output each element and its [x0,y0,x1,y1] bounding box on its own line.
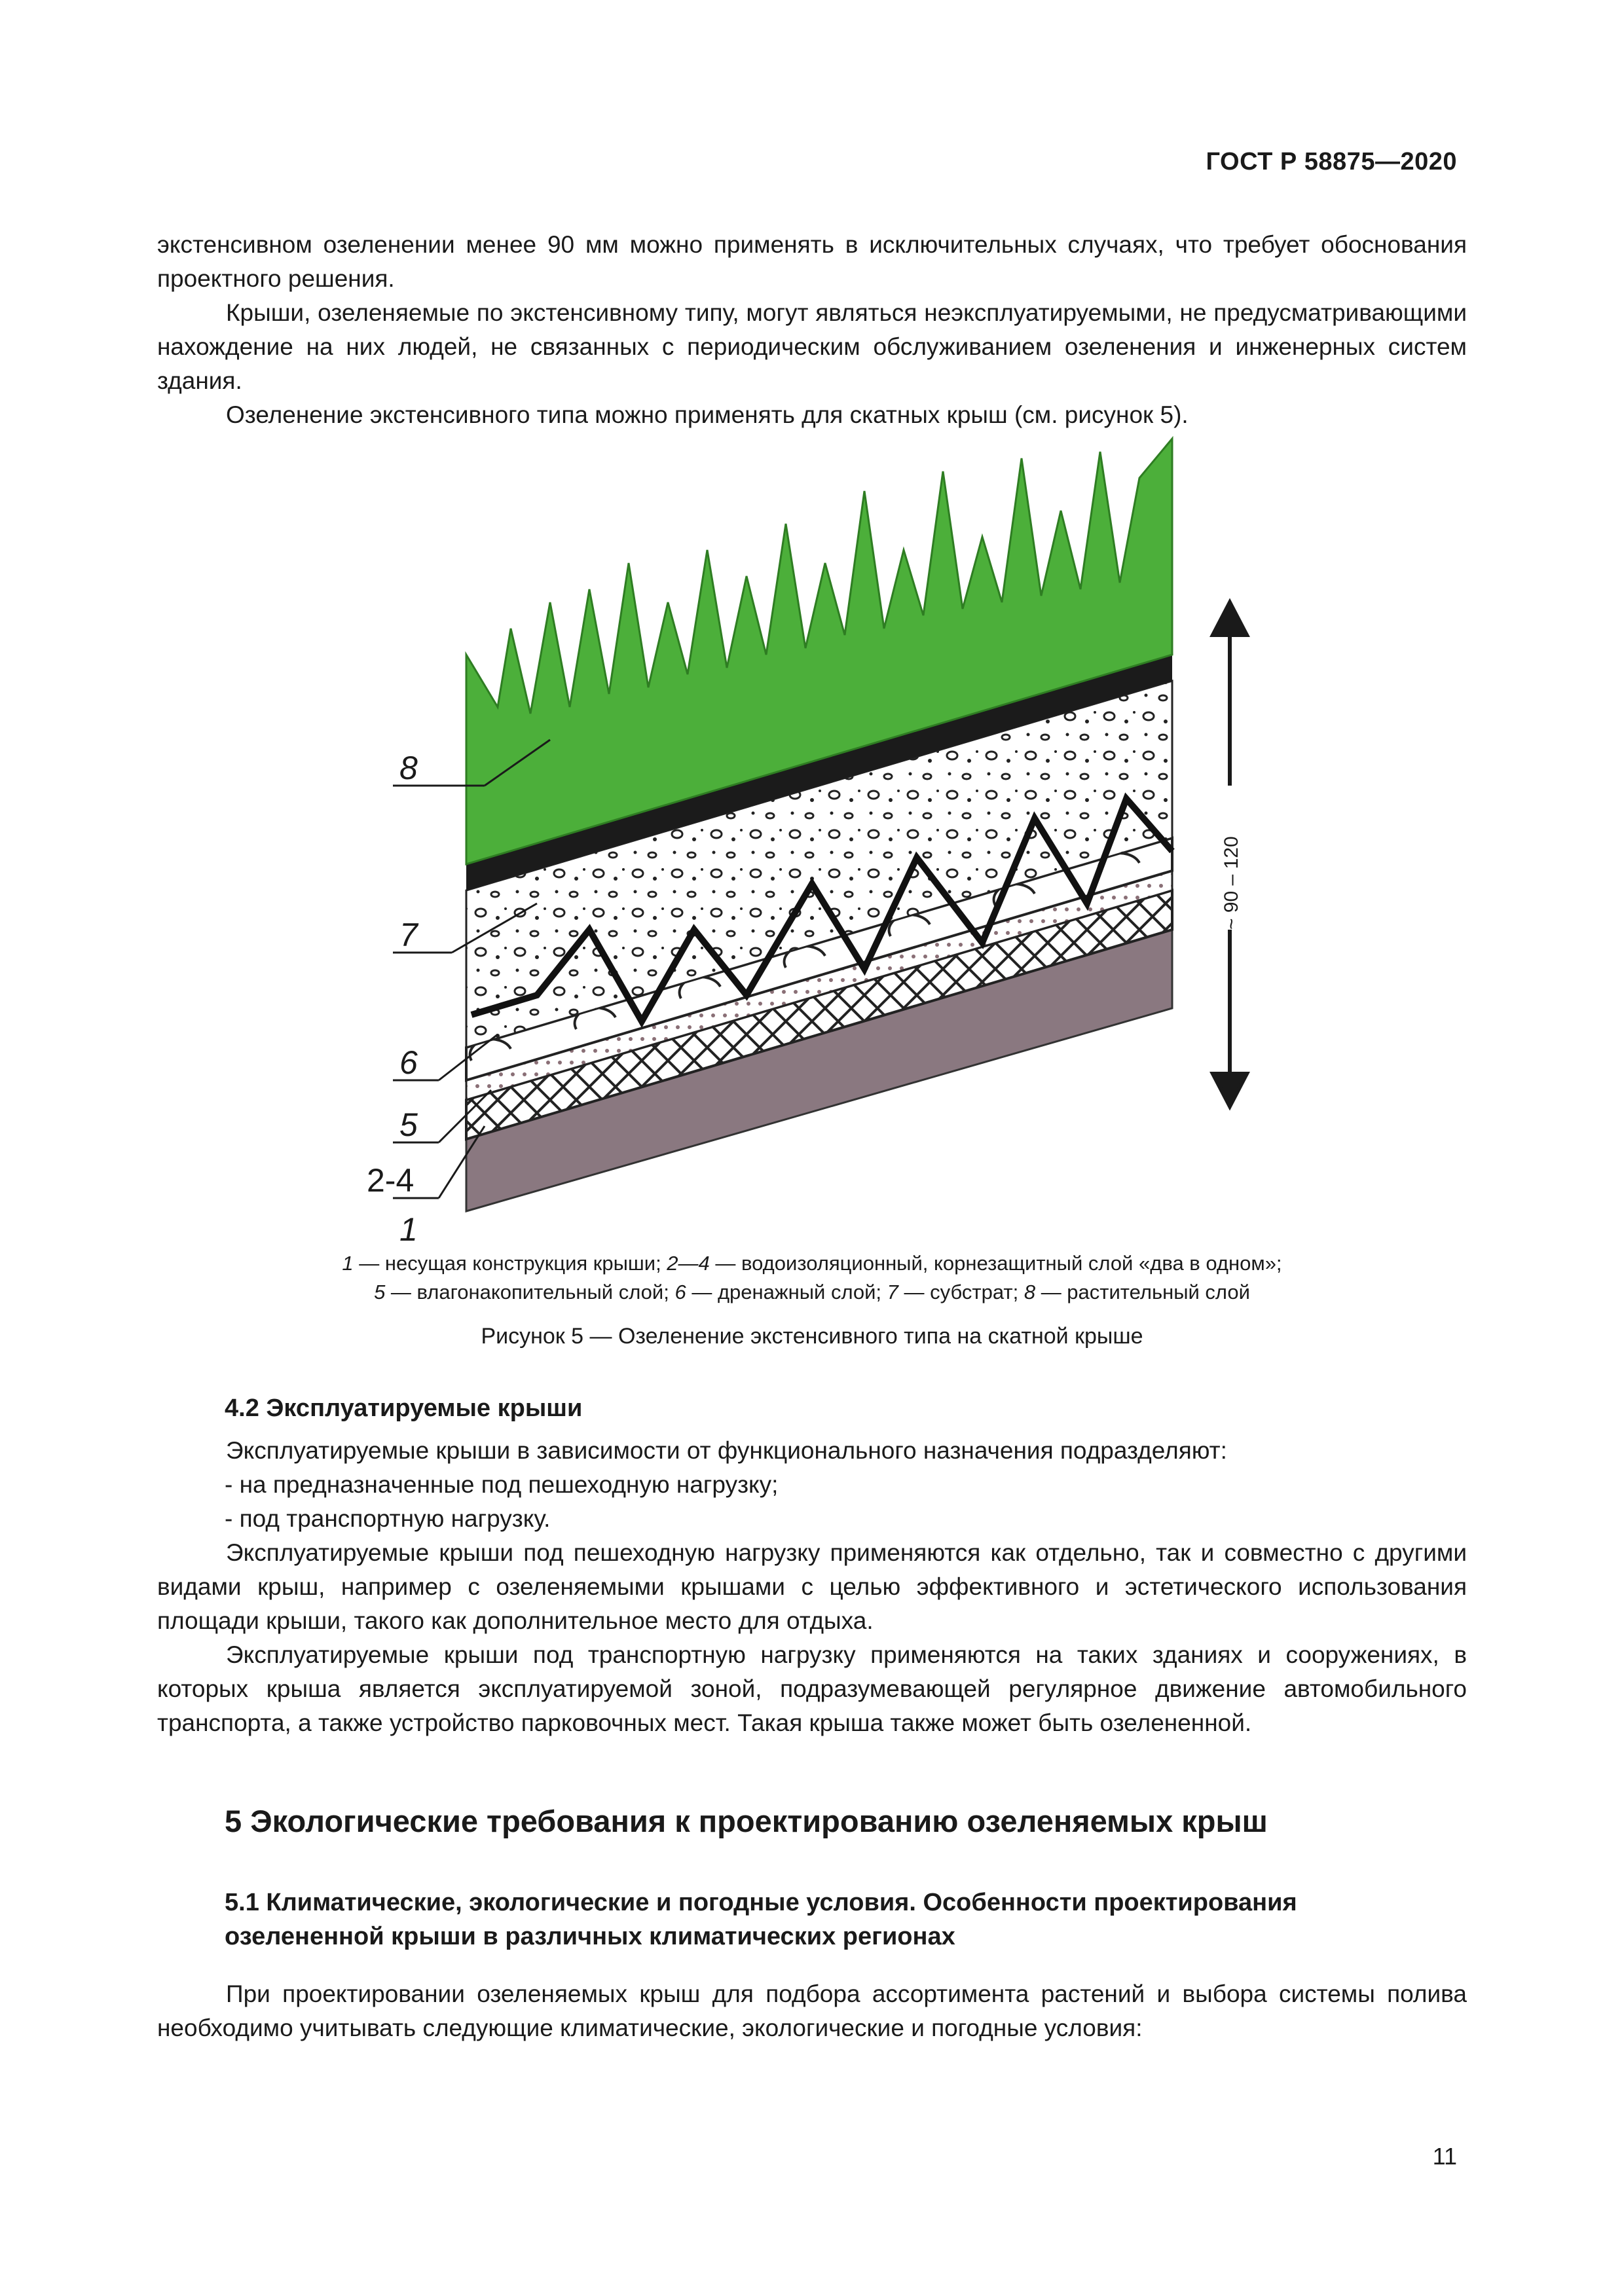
figure-legend-line-2: 5 — влагонакопительный слой; 6 — дренажный слой; 7 — субстрат; 8 — растительный слой [374,1281,1250,1303]
figure-caption: Рисунок 5 — Озеленение экстенсивного типа на скатной крыше [481,1324,1143,1349]
section-4-2-list-item-2: - под транспортную нагрузку. [225,1505,551,1532]
section-4-2-paragraph-3: Эксплуатируемые крыши под транспортную нагрузку применяются на таких зданиях и сооружениях, в которых крыша является эксплуатируемой зоной, подразумевающей регулярное движение автомобильного транспорта, а также устройство парковочных мест. Такая крыша также может быть озелененной. [157,1641,1467,1736]
green-roof-section-figure [354,432,1297,1244]
callout-7: 7 [399,917,418,953]
section-5-1-paragraph-1: При проектировании озеленяемых крыш для подбора ассортимента растений и выбора системы полива необходимо учитывать следующие климатические, экологические и погодные условия: [157,1980,1467,2041]
section-4-2-paragraph-1: Эксплуатируемые крыши в зависимости от функционального назначения подразделяют: [226,1437,1227,1464]
section-4-2-paragraph-2: Эксплуатируемые крыши под пешеходную нагрузку применяются как отдельно, так и совместно с другими видами крыш, например с озеленяемыми крышами с целью эффективного и эстетического использования площади крыши, такого как дополнительное место для отдыха. [157,1539,1467,1634]
section-4-2-list-item-1: - на предназначенные под пешеходную нагрузку; [225,1471,779,1498]
callout-6: 6 [399,1044,418,1081]
dimension-label: ~ 90 – 120 [1221,836,1242,930]
section-4-2-title: 4.2 Эксплуатируемые крыши [225,1394,583,1422]
intro-paragraph-1: экстенсивном озеленении менее 90 мм можно применять в исключительных случаях, что требует обоснования проектного решения. [157,231,1467,292]
callout-2-4: 2-4 [367,1162,415,1199]
page-number: 11 [1432,2143,1457,2170]
document-id: ГОСТ Р 58875—2020 [1206,148,1457,175]
section-5-title: 5 Экологические требования к проектированию озеленяемых крыш [225,1804,1268,1838]
intro-paragraph-2: Крыши, озеленяемые по экстенсивному типу, могут являться неэксплуатируемыми, не предусматривающими нахождение на них людей, не связанных с периодическим обслуживанием озеленения и инженерных систем здания. [157,299,1467,394]
section-5-1-title-line-2: озелененной крыши в различных климатических регионах [225,1923,955,1950]
callout-8: 8 [399,750,418,786]
section-5-1-title-line-1: 5.1 Климатические, экологические и погодные условия. Особенности проектирования [225,1889,1297,1916]
callout-5: 5 [399,1106,418,1143]
callout-1: 1 [399,1211,418,1244]
intro-paragraph-3: Озеленение экстенсивного типа можно применять для скатных крыш (см. рисунок 5). [226,401,1189,428]
figure-legend-line-1: 1 — несущая конструкция крыши; 2—4 — водоизоляционный, корнезащитный слой «два в одном»; [342,1252,1282,1275]
